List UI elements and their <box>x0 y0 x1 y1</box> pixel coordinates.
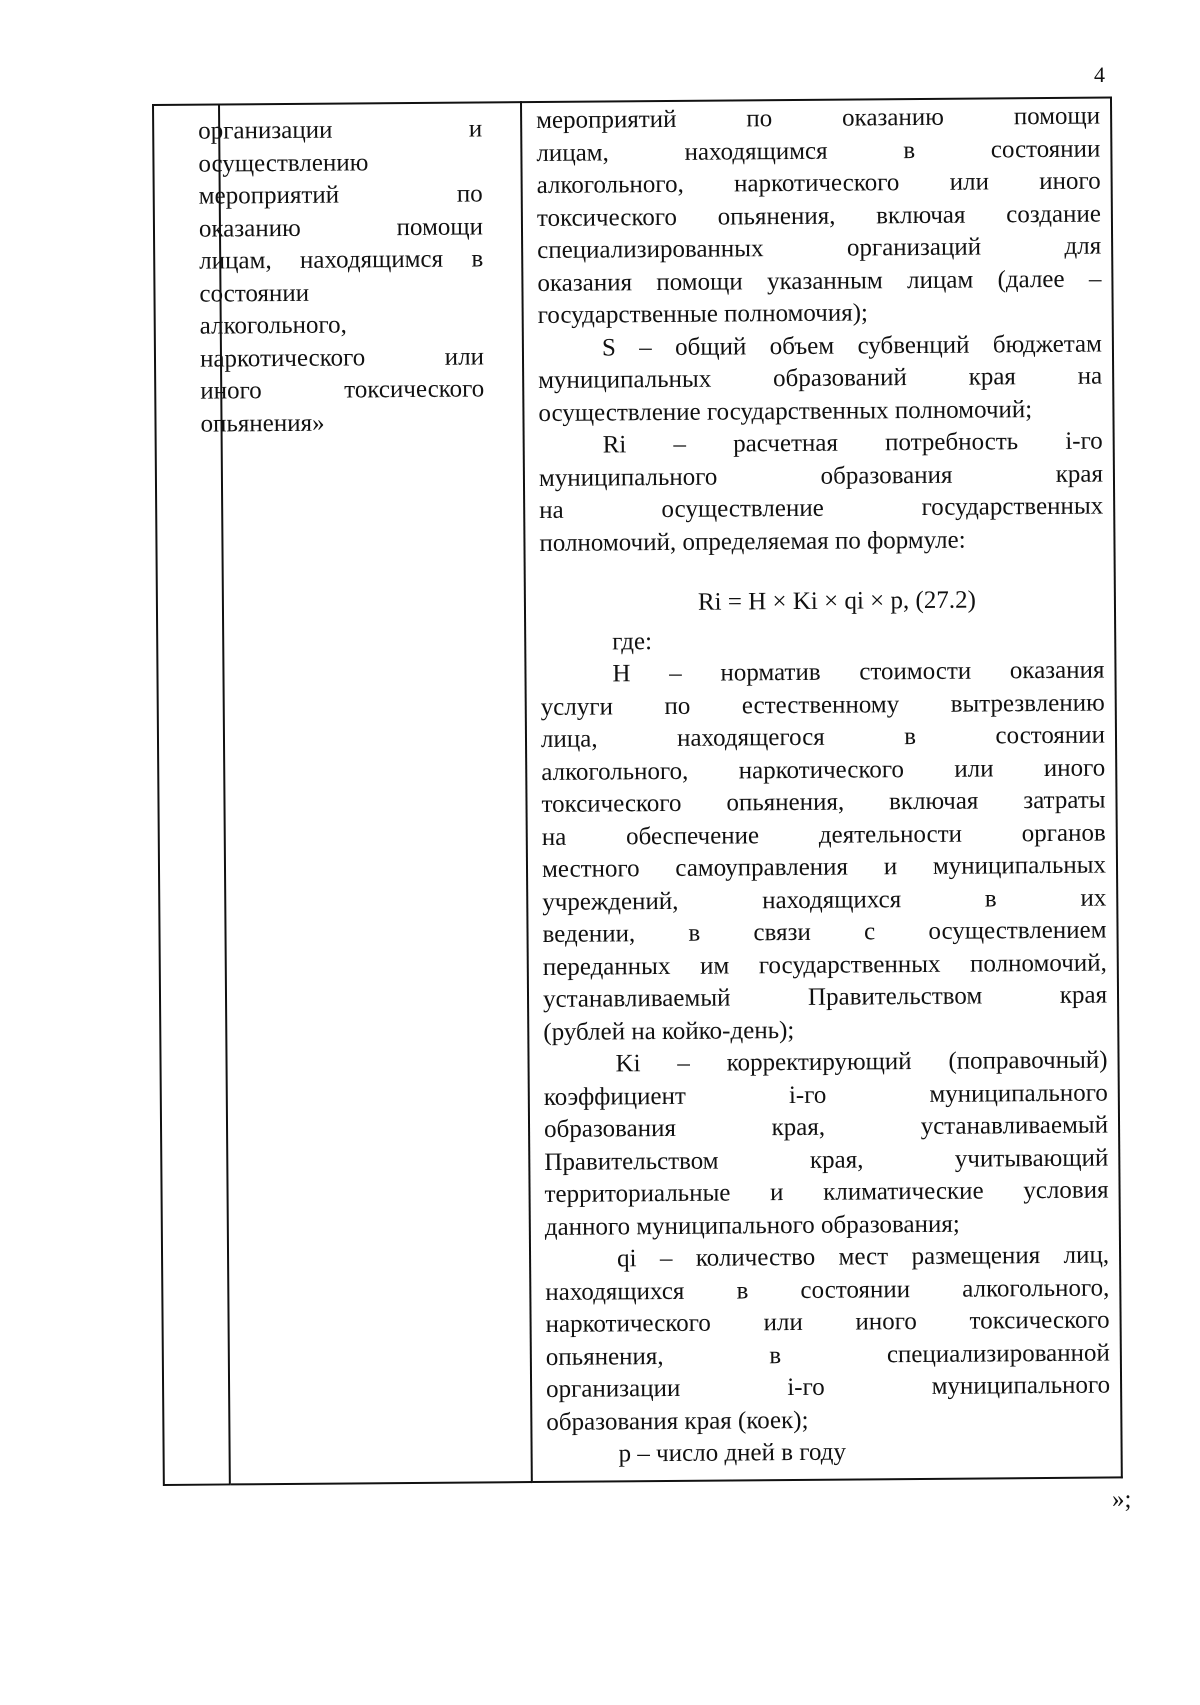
formula: Ri = H × Ki × qi × p, (27.2) <box>697 586 976 616</box>
right-cell-line: организации i-го муниципального <box>546 1371 1111 1403</box>
right-cell-text <box>536 101 1111 1472</box>
left-cell-text <box>198 113 485 440</box>
right-cell-line: qi – количество мест размещения лиц, <box>616 1241 1110 1273</box>
right-cell-line: устанавливаемый Правительством края <box>542 981 1108 1013</box>
right-cell-line: переданных им государственных полномочий, <box>542 949 1107 981</box>
right-cell-line: лица, находящегося в состоянии <box>540 721 1106 753</box>
closing-quote-mark: »; <box>1112 1486 1132 1513</box>
right-cell-line: специализированных организаций для <box>537 232 1102 264</box>
left-cell-line: осуществлению <box>198 148 369 178</box>
right-cell-line: Ki – корректирующий (поправочный) <box>615 1046 1108 1078</box>
right-cell-line: данного муниципального образования; <box>544 1210 960 1241</box>
left-cell-line: наркотического или <box>199 342 485 373</box>
right-cell-line: учреждений, находящихся в их <box>542 884 1107 916</box>
right-cell-line: находящихся в состоянии алкогольного, <box>545 1274 1110 1306</box>
right-cell-line: S – общий объем субвенций бюджетам <box>601 330 1103 361</box>
right-cell-line: на обеспечение деятельности органов <box>541 819 1106 851</box>
right-cell-line: оказания помощи указанным лицам (далее – <box>537 265 1102 297</box>
right-cell-line: местного самоуправления и муниципальных <box>541 851 1107 883</box>
right-cell-line: мероприятий по оказанию помощи <box>536 102 1101 134</box>
right-cell-line: на осуществление государственных <box>539 492 1104 524</box>
right-cell-line: наркотического или иного токсического <box>545 1306 1110 1338</box>
right-cell-line: осуществление государственных полномочий; <box>538 395 1033 427</box>
left-cell-line: состоянии <box>199 279 310 308</box>
right-cell-line: опьянения, в специализированной <box>545 1339 1110 1371</box>
right-cell-line: p – число дней в году <box>618 1438 847 1468</box>
left-cell-line: мероприятий по <box>198 180 483 210</box>
right-cell-line: полномочий, определяемая по формуле: <box>539 526 966 557</box>
right-cell-line: образования края (коек); <box>546 1406 809 1436</box>
right-cell-line: территориальные и климатические условия <box>544 1176 1109 1208</box>
left-cell-line: оказанию помощи <box>198 212 484 243</box>
right-cell-line: Правительством края, учитывающий <box>544 1144 1109 1176</box>
right-cell-line: муниципальных образований края на <box>538 362 1103 394</box>
right-cell-line: (рублей на койко-день); <box>543 1016 795 1046</box>
right-cell-line: токсического опьянения, включая создание <box>536 200 1101 232</box>
right-cell-line: услуги по естественному вытрезвлению <box>540 689 1105 721</box>
right-cell-line: алкогольного, наркотического или иного <box>541 754 1106 786</box>
right-cell-line: коэффициент i-го муниципального <box>543 1079 1108 1111</box>
right-cell-line: токсического опьянения, включая затраты <box>541 786 1106 818</box>
left-cell-line: алкогольного, <box>199 311 347 340</box>
left-cell-line: лицам, находящимся в <box>199 245 484 275</box>
right-cell-line: H – норматив стоимости оказания <box>612 656 1105 688</box>
document-table <box>152 96 1123 1485</box>
right-cell-line: лицам, находящимся в состоянии <box>536 135 1101 167</box>
left-cell-line: организации и <box>198 115 483 145</box>
left-cell-line: иного токсического <box>200 375 485 405</box>
page-number: 4 <box>1094 62 1105 87</box>
right-cell-line: образования края, устанавливаемый <box>543 1111 1109 1143</box>
formula-where-label: где: <box>612 627 653 655</box>
right-cell-line: Ri – расчетная потребность i-го <box>602 427 1103 459</box>
right-cell-line: муниципального образования края <box>538 460 1104 492</box>
right-cell-line: государственные полномочия); <box>537 299 869 329</box>
right-cell-line: алкогольного, наркотического или иного <box>536 167 1101 199</box>
left-cell-line: опьянения» <box>200 409 325 438</box>
right-cell-line: ведении, в связи с осуществлением <box>542 916 1107 948</box>
